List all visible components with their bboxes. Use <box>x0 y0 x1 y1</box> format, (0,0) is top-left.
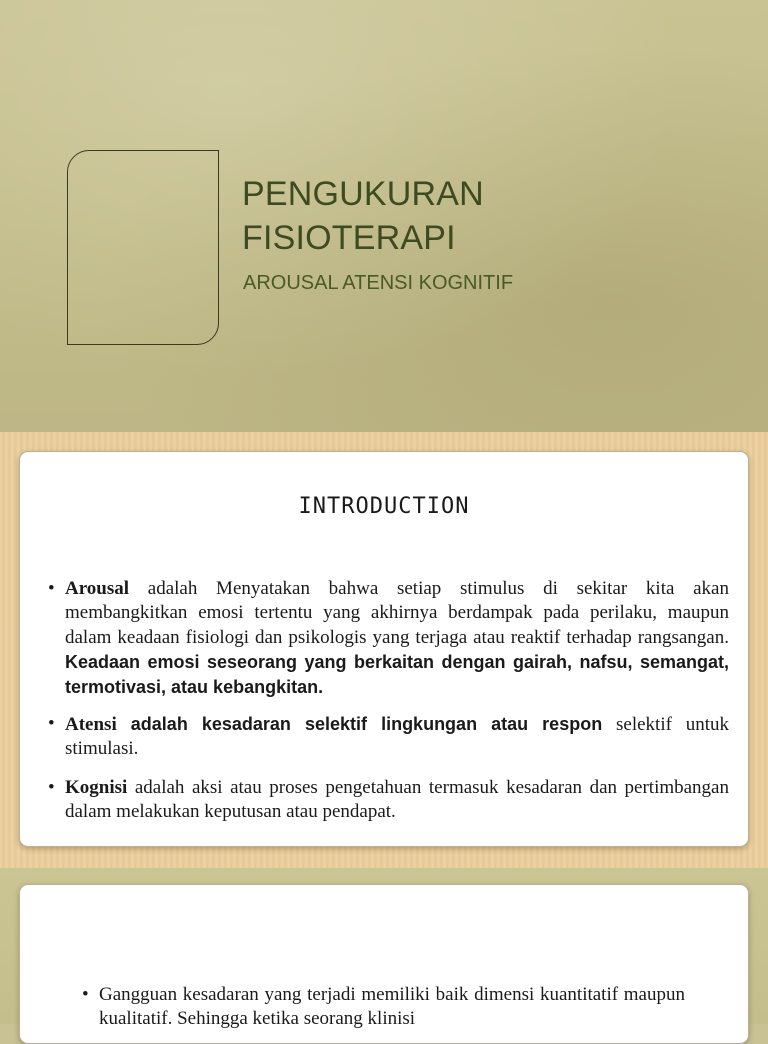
title-frame <box>67 150 219 345</box>
kognisi-term: Kognisi <box>65 777 128 798</box>
arousal-extra: Keadaan emosi seseorang yang berkaitan dengan gairah, nafsu, semangat, termotivasi, atau kebangkitan. <box>65 652 729 697</box>
slide-title <box>242 172 742 260</box>
gangguan-text: • Gangguan kesadaran yang terjadi memiliki baik dimensi kuantitatif maupun kualitatif. Sehingga ketika seorang klinisi <box>82 983 685 1031</box>
intro-heading: INTRODUCTION <box>298 494 470 519</box>
atensi-term: Atensi <box>65 714 117 735</box>
kognisi-definition: adalah aksi atau proses pengetahuan termasuk kesadaran dan pertimbangan dalam melakukan keputusan atau pendapat. <box>65 777 729 822</box>
atensi-bold-definition: adalah kesadaran selektif lingkungan atau respon <box>116 714 603 734</box>
bullet-arousal <box>48 577 729 700</box>
arousal-definition: adalah Menyatakan bahwa setiap stimulus di sekitar kita akan membangkitkan emosi tertentu yang akhirnya berdampak pada perilaku, maupun dalam keadaan fisiologi dan psikologis yang terjaga atau reaktif terhadap rangsangan. <box>65 578 729 648</box>
title-slide <box>0 0 768 432</box>
arousal-term: Arousal <box>65 578 130 599</box>
slide-subtitle: AROUSAL ATENSI KOGNITIF <box>243 272 514 294</box>
atensi-definition: selektif untuk stimulasi. <box>65 714 730 759</box>
title-line-1: PENGUKURAN <box>242 175 484 213</box>
bullet-atensi <box>48 712 729 761</box>
bullet-kognisi <box>48 776 729 824</box>
title-line-2: FISIOTERAPI <box>242 219 456 257</box>
